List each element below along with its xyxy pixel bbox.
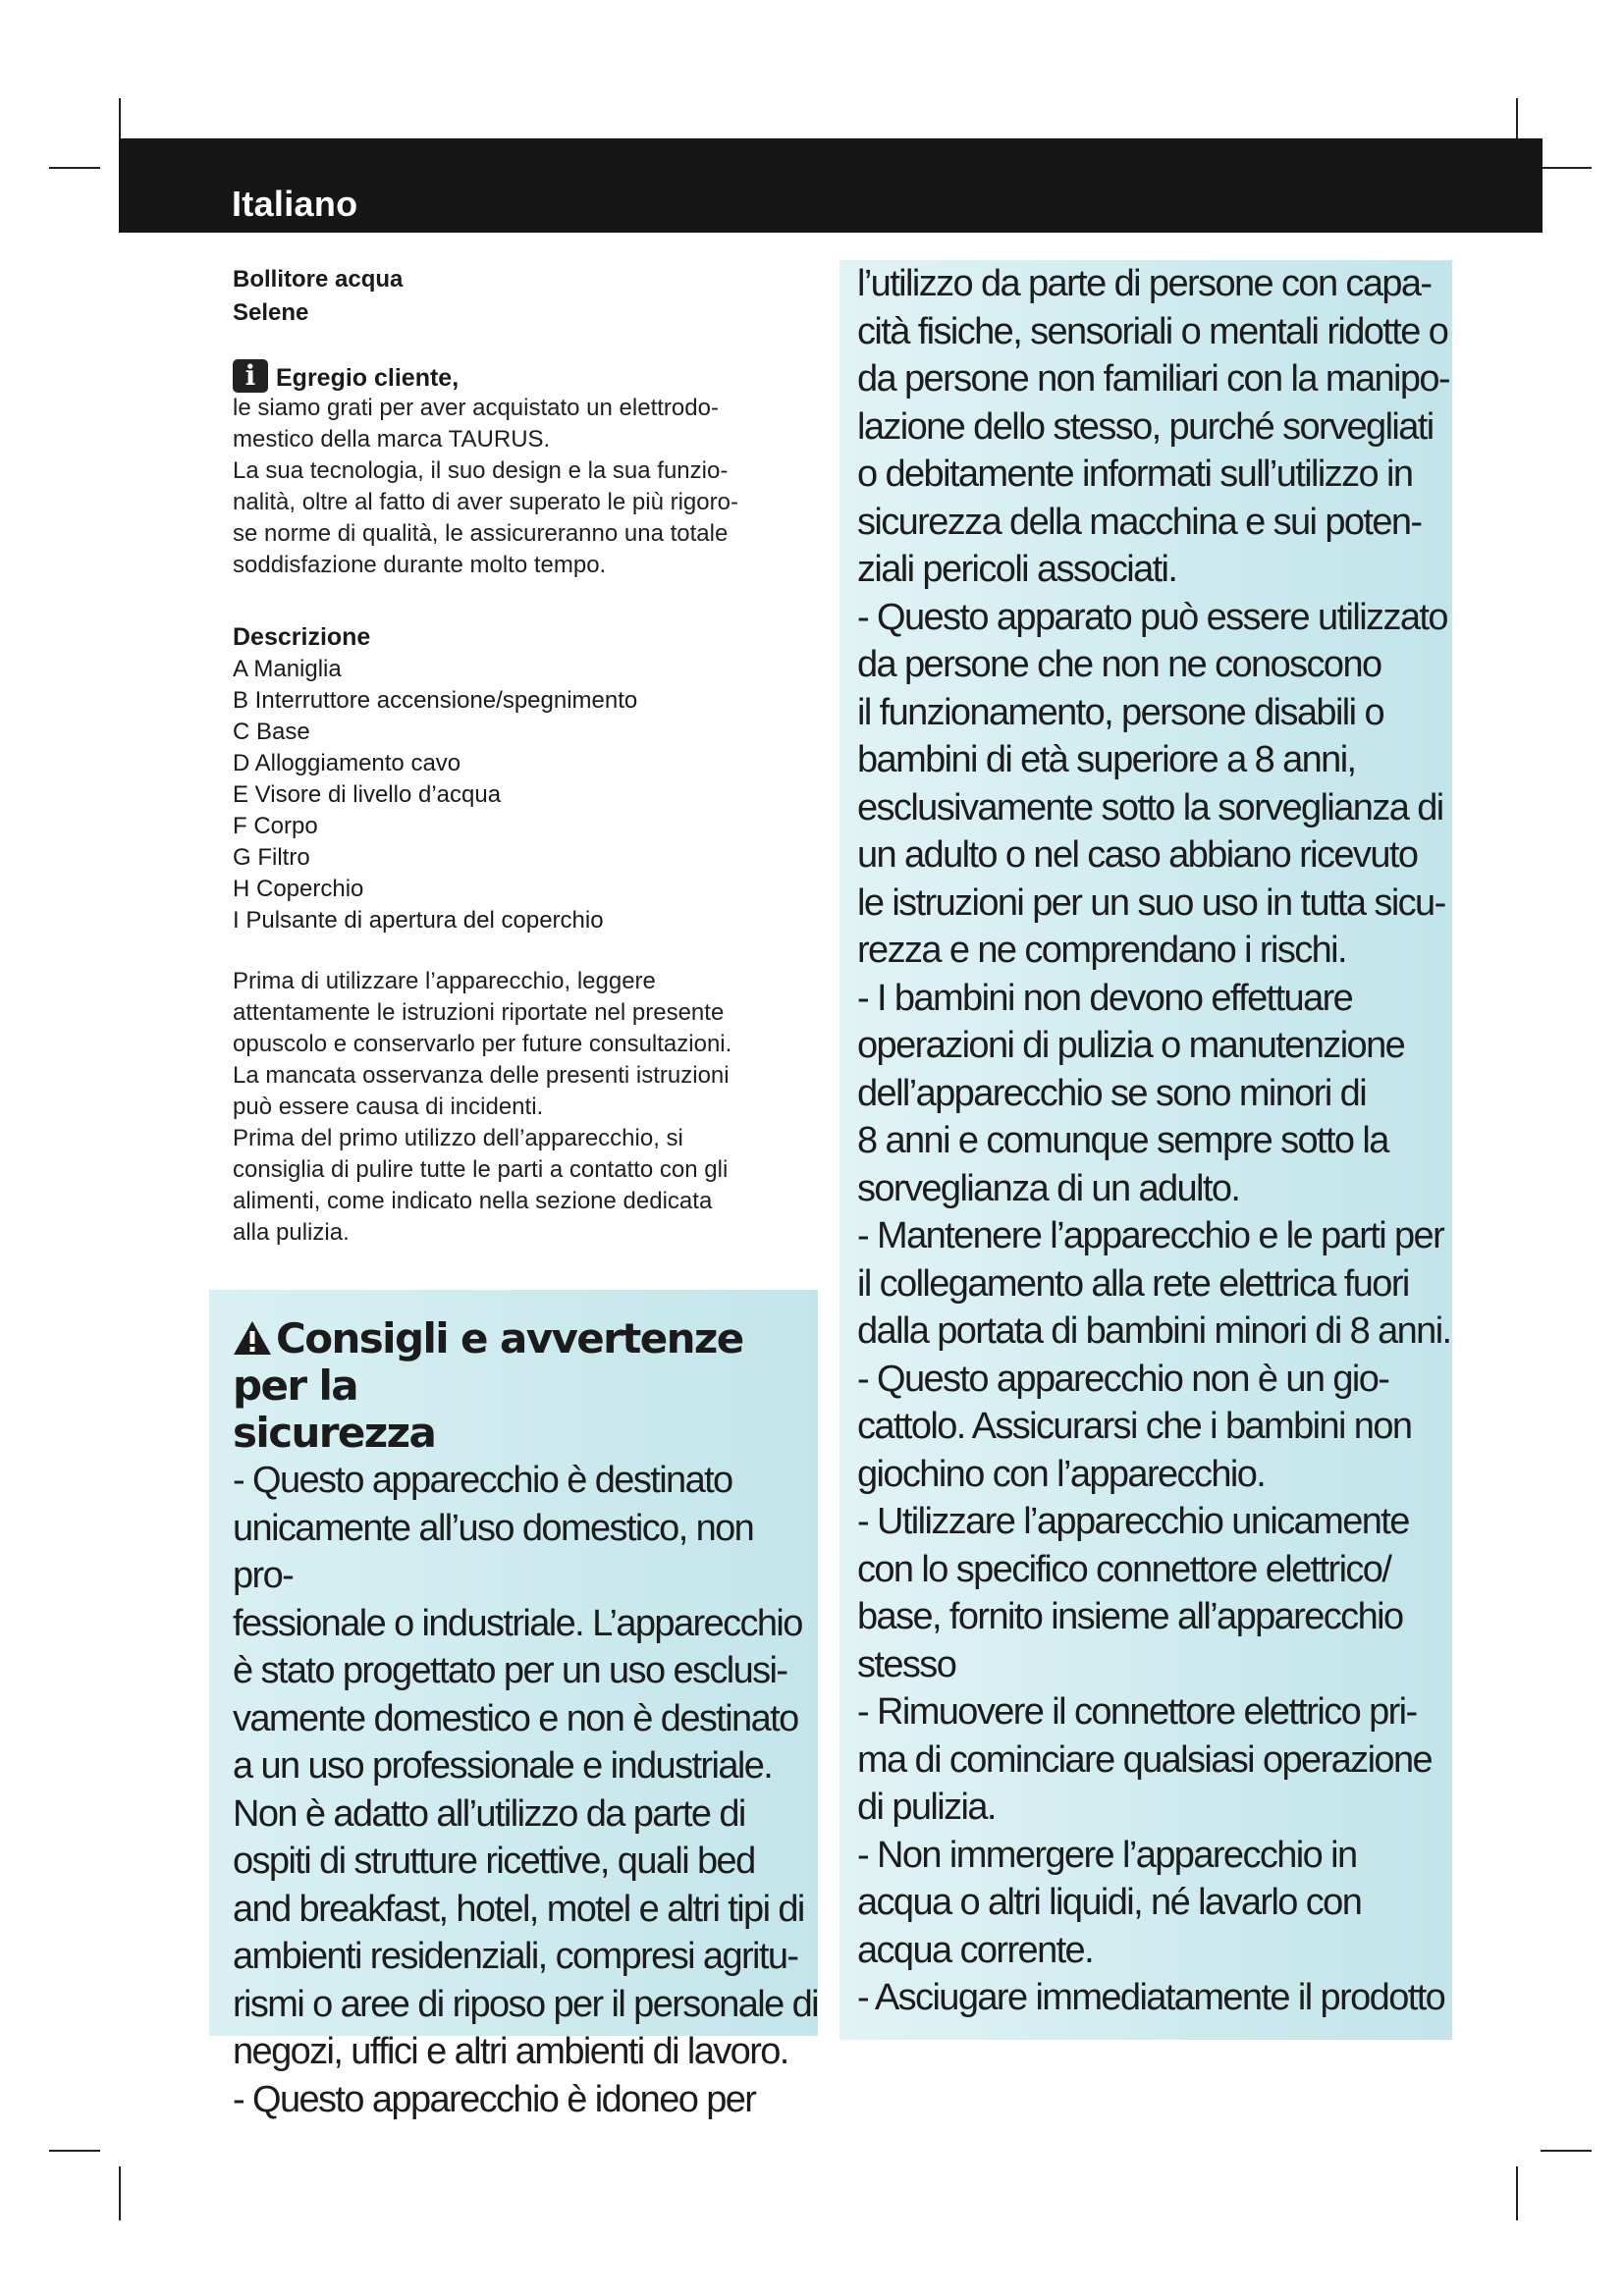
crop-mark-bottom-right <box>1516 2166 1518 2220</box>
greeting-line: La sua tecnologia, il suo design e la sua funzio- <box>233 457 729 484</box>
text-line: - Rimuovere il connettore elettrico pri- <box>857 1691 1417 1733</box>
text-line: rismi o aree di riposo per il personale di <box>233 1983 819 2025</box>
text-line: sorveglianza di un adulto. <box>857 1167 1240 1209</box>
text-line: il collegamento alla rete elettrica fuori <box>857 1262 1409 1305</box>
greeting-line: soddisfazione durante molto tempo. <box>233 552 607 578</box>
text-line: cità fisiche, sensoriali o mentali ridotte o <box>857 310 1448 352</box>
text-line: - Non immergere l’apparecchio in <box>857 1834 1357 1876</box>
list-item: I Pulsante di apertura del coperchio <box>233 907 604 934</box>
text-line: - Questo apparecchio è destinato <box>233 1460 732 1501</box>
text-line: esclusivamente sotto la sorveglianza di <box>857 786 1443 828</box>
intro-line: alla pulizia. <box>233 1219 350 1246</box>
info-icon: i <box>233 359 268 393</box>
text-line: con lo specifico connettore elettrico/ <box>857 1548 1391 1590</box>
greeting-line: nalità, oltre al fatto di aver superato le più rigoro- <box>233 489 738 515</box>
list-item: G Filtro <box>233 844 310 871</box>
text-line: di pulizia. <box>857 1787 996 1828</box>
text-line: Non è adatto all’utilizzo da parte di <box>233 1792 745 1835</box>
text-line: giochino con l’apparecchio. <box>857 1453 1266 1495</box>
crop-mark-bottom-left <box>119 2166 121 2220</box>
intro-paragraph <box>233 966 812 1249</box>
greeting-line: se norme di qualità, le assicureranno una totale <box>233 520 729 547</box>
text-line: o debitamente informati sull’utilizzo in <box>857 454 1413 495</box>
left-column <box>233 263 812 1249</box>
intro-line: La mancata osservanza delle presenti istruzioni <box>233 1062 730 1089</box>
crop-mark-top-left-h <box>49 167 100 169</box>
safety-heading-line1: Consigli e avvertenze per la <box>233 1314 743 1410</box>
greeting-line: le siamo grati per aver acquistato un elettrodo- <box>233 395 719 421</box>
description-title: Descrizione <box>233 623 371 651</box>
warning-icon <box>233 1320 272 1356</box>
text-line: base, fornito insieme all’apparecchio <box>857 1596 1403 1637</box>
text-line: le istruzioni per un suo uso in tutta sicu- <box>857 881 1445 924</box>
product-type: Bollitore acqua <box>233 266 404 293</box>
product-model: Selene <box>233 299 309 326</box>
text-line: - Utilizzare l’apparecchio unicamente <box>857 1501 1409 1542</box>
list-item: C Base <box>233 719 310 745</box>
parts-list <box>233 654 812 936</box>
crop-mark-bottom-left-h <box>49 2150 100 2152</box>
text-line: ma di cominciare qualsiasi operazione <box>857 1738 1433 1781</box>
text-line: dell’apparecchio se sono minori di <box>857 1072 1367 1114</box>
intro-line: Prima di utilizzare l’apparecchio, leggere <box>233 968 656 994</box>
list-item: B Interruttore accensione/spegnimento <box>233 687 638 714</box>
safety-heading-line2: sicurezza <box>233 1409 436 1457</box>
text-line: stesso <box>857 1643 956 1685</box>
text-line: il funzionamento, persone disabili o <box>857 691 1383 733</box>
list-item: H Coperchio <box>233 876 364 902</box>
text-line: ospiti di strutture ricettive, quali bed <box>233 1841 755 1882</box>
safety-text-right <box>857 260 1466 2022</box>
list-item: D Alloggiamento cavo <box>233 750 461 776</box>
safety-text-left <box>233 1457 822 2123</box>
text-line: bambini di età superiore a 8 anni, <box>857 739 1356 780</box>
text-line: unicamente all’uso domestico, non pro- <box>233 1507 754 1596</box>
text-line: rezza e ne comprendano i rischi. <box>857 930 1346 971</box>
text-line: cattolo. Assicurarsi che i bambini non <box>857 1406 1412 1447</box>
list-item: E Visore di livello d’acqua <box>233 781 502 808</box>
intro-line: attentamente le istruzioni riportate nel presente <box>233 999 725 1026</box>
text-line: ziali pericoli associati. <box>857 549 1177 590</box>
language-header <box>119 138 1543 233</box>
text-line: sicurezza della macchina e sui poten- <box>857 501 1422 543</box>
text-line: - Asciugare immediatamente il prodotto <box>857 1977 1445 2018</box>
safety-box-left <box>209 1290 819 2120</box>
text-line: dalla portata di bambini minori di 8 anni. <box>857 1310 1451 1352</box>
list-item: A Maniglia <box>233 656 342 682</box>
list-item: F Corpo <box>233 813 318 839</box>
text-line: operazioni di pulizia o manutenzione <box>857 1025 1405 1066</box>
text-line: l’utilizzo da parte di persone con capa- <box>857 263 1432 304</box>
greeting-heading <box>233 359 812 393</box>
intro-line: Prima del primo utilizzo dell’apparecchio, si <box>233 1125 683 1151</box>
text-line: - Mantenere l’apparecchio e le parti per <box>857 1215 1444 1256</box>
text-line: vamente domestico e non è destinato <box>233 1697 798 1739</box>
text-line: acqua o altri liquidi, né lavarlo con <box>857 1882 1362 1923</box>
text-line: 8 anni e comunque sempre sotto la <box>857 1120 1388 1161</box>
language-title: Italiano <box>232 184 358 224</box>
text-line: da persone che non ne conoscono <box>857 644 1381 685</box>
intro-line: alimenti, come indicato nella sezione dedicata <box>233 1188 713 1214</box>
safety-box-right <box>839 260 1452 2040</box>
text-line: fessionale o industriale. L’apparecchio <box>233 1602 802 1644</box>
intro-line: può essere causa di incidenti. <box>233 1094 544 1120</box>
crop-mark-bottom-right-h <box>1541 2150 1592 2152</box>
greeting-title: Egregio cliente, <box>276 364 460 392</box>
text-line: - Questo apparato può essere utilizzato <box>857 596 1447 638</box>
text-line: lazione dello stesso, purché sorvegliati <box>857 405 1434 448</box>
text-line: - Questo apparecchio è idoneo per <box>233 2078 756 2120</box>
text-line: acqua corrente. <box>857 1929 1094 1971</box>
safety-heading <box>233 1315 822 1457</box>
text-line: a un uso professionale e industriale. <box>233 1745 773 1787</box>
intro-line: opuscolo e conservarlo per future consultazioni. <box>233 1031 732 1057</box>
text-line: un adulto o nel caso abbiano ricevuto <box>857 834 1418 876</box>
text-line: è stato progettato per un uso esclusi- <box>233 1650 787 1691</box>
greeting-line: mestico della marca TAURUS. <box>233 426 551 453</box>
crop-mark-top-right-h <box>1541 167 1592 169</box>
text-line: - I bambini non devono effettuare <box>857 977 1353 1019</box>
text-line: and breakfast, hotel, motel e altri tipi di <box>233 1888 804 1930</box>
text-line: negozi, uffici e altri ambienti di lavoro. <box>233 2031 788 2072</box>
intro-line: consiglia di pulire tutte le parti a contatto con gli <box>233 1156 729 1183</box>
text-line: da persone non familiari con la manipo- <box>857 358 1449 400</box>
text-line: - Questo apparecchio non è un gio- <box>857 1358 1389 1400</box>
text-line: ambienti residenziali, compresi agritu- <box>233 1936 798 1977</box>
